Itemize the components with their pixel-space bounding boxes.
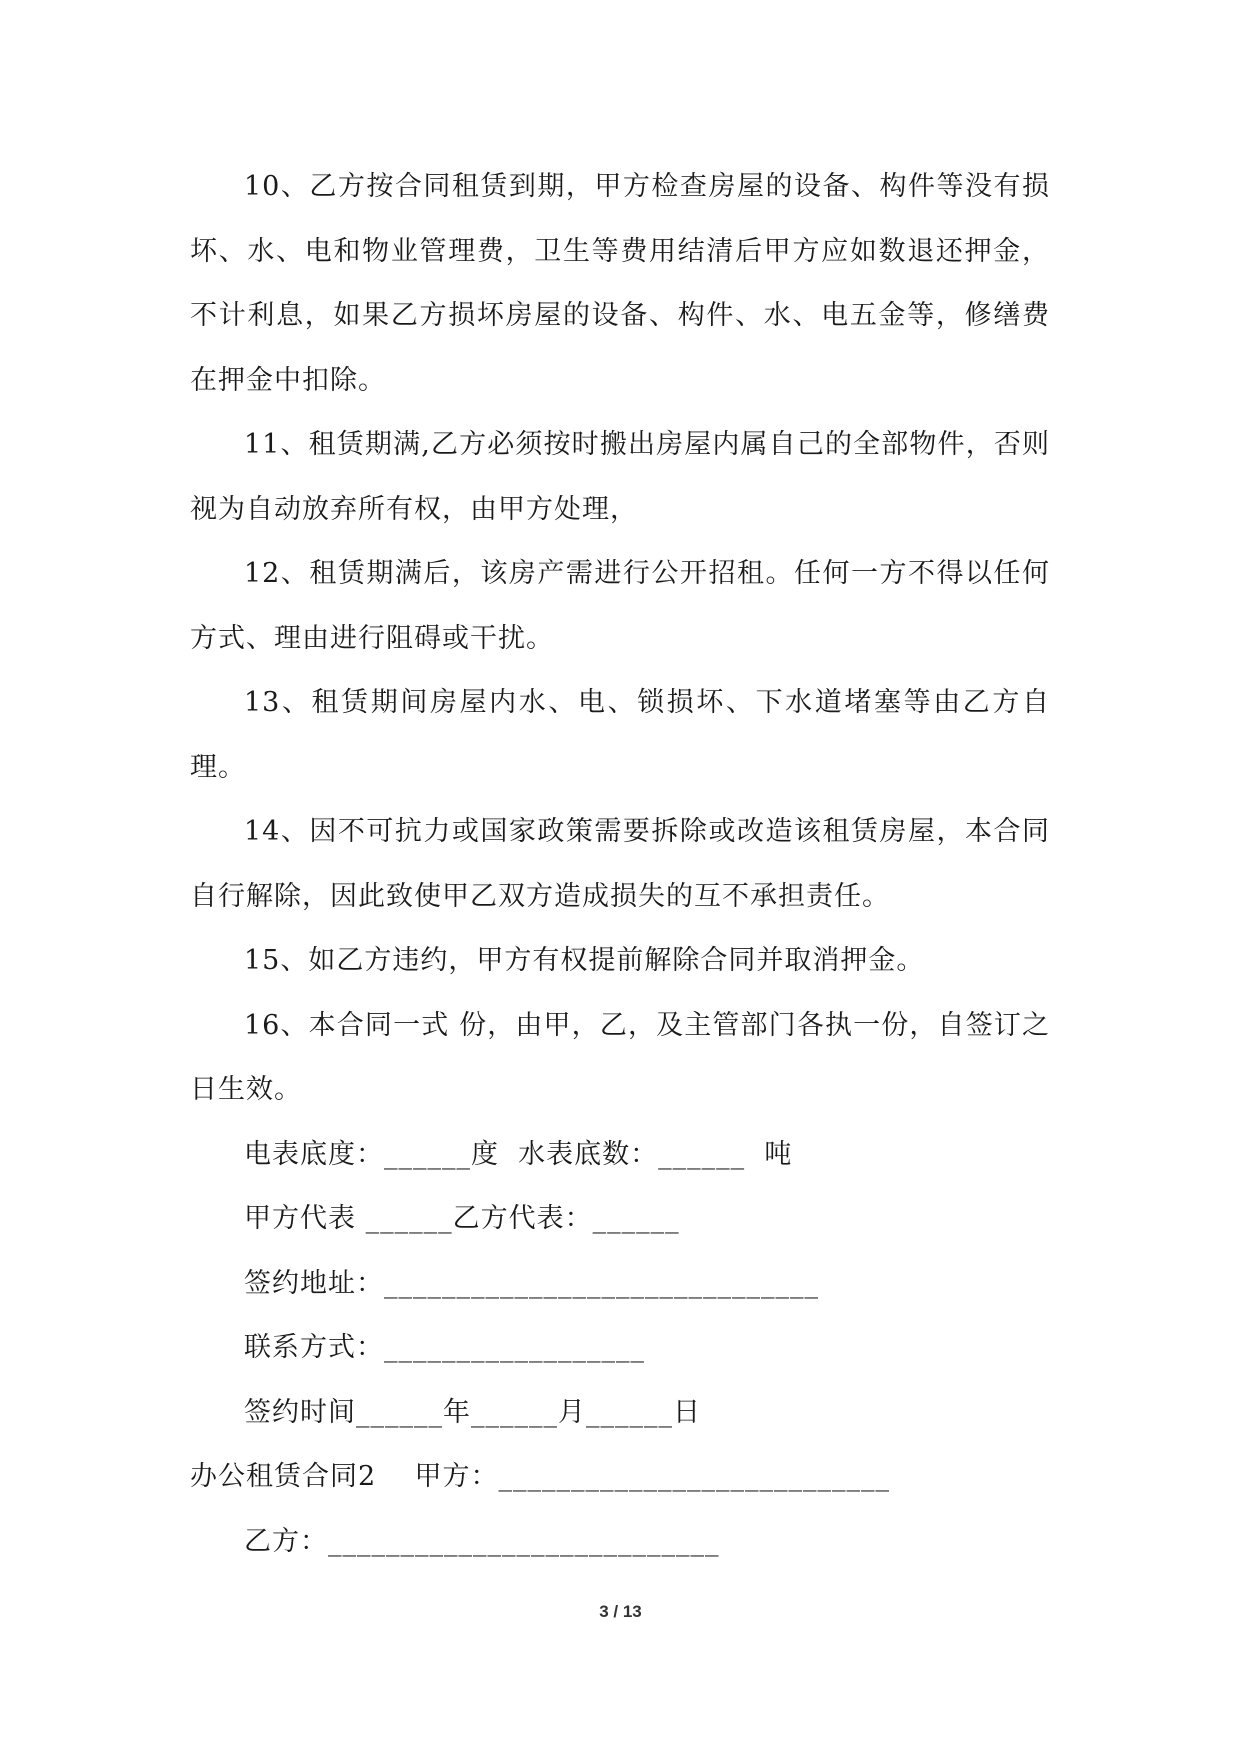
contact-line: 联系方式：__________________ [244, 1332, 645, 1363]
next-contract-title-line: 办公租赁合同2 甲方：___________________________ [190, 1461, 891, 1492]
clause-11: 11、租赁期满,乙方必须按时搬出房屋内属自己的全部物件，否则视为自动放弃所有权，由甲方处理， [190, 429, 1050, 525]
party-b-line: 乙方：___________________________ [244, 1525, 720, 1557]
clause-10: 10、乙方按合同租赁到期，甲方检查房屋的设备、构件等没有损坏、水、电和物业管理费，卫生等费用结清后甲方应如数退还押金，不计利息，如果乙方损坏房屋的设备、构件、水、电五金等，修缮费在押金中扣除。 [190, 171, 1050, 396]
clause-12: 12、租赁期满后，该房产需进行公开招租。任何一方不得以任何方式、理由进行阻碍或干扰。 [190, 558, 1050, 654]
clause-13: 13、租赁期间房屋内水、电、锁损坏、下水道堵塞等由乙方自理。 [190, 687, 1050, 783]
clause-16: 16、本合同一式 份，由甲，乙，及主管部门各执一份，自签订之日生效。 [190, 1009, 1050, 1105]
representatives-line: 甲方代表 ______乙方代表：______ [244, 1203, 680, 1234]
sign-address-line: 签约地址：______________________________ [244, 1267, 819, 1299]
page-number: 3 / 13 [599, 1602, 642, 1621]
sign-date-line: 签约时间______年______月______日 [244, 1396, 701, 1428]
meter-readings-line: 电表底度：______度 水表底数：______ 吨 [244, 1138, 793, 1170]
clause-14: 14、因不可抗力或国家政策需要拆除或改造该租赁房屋，本合同自行解除，因此致使甲乙双方造成损失的互不承担责任。 [190, 816, 1050, 912]
contract-body [190, 155, 1050, 1574]
clause-15: 15、如乙方违约，甲方有权提前解除合同并取消押金。 [244, 945, 925, 976]
